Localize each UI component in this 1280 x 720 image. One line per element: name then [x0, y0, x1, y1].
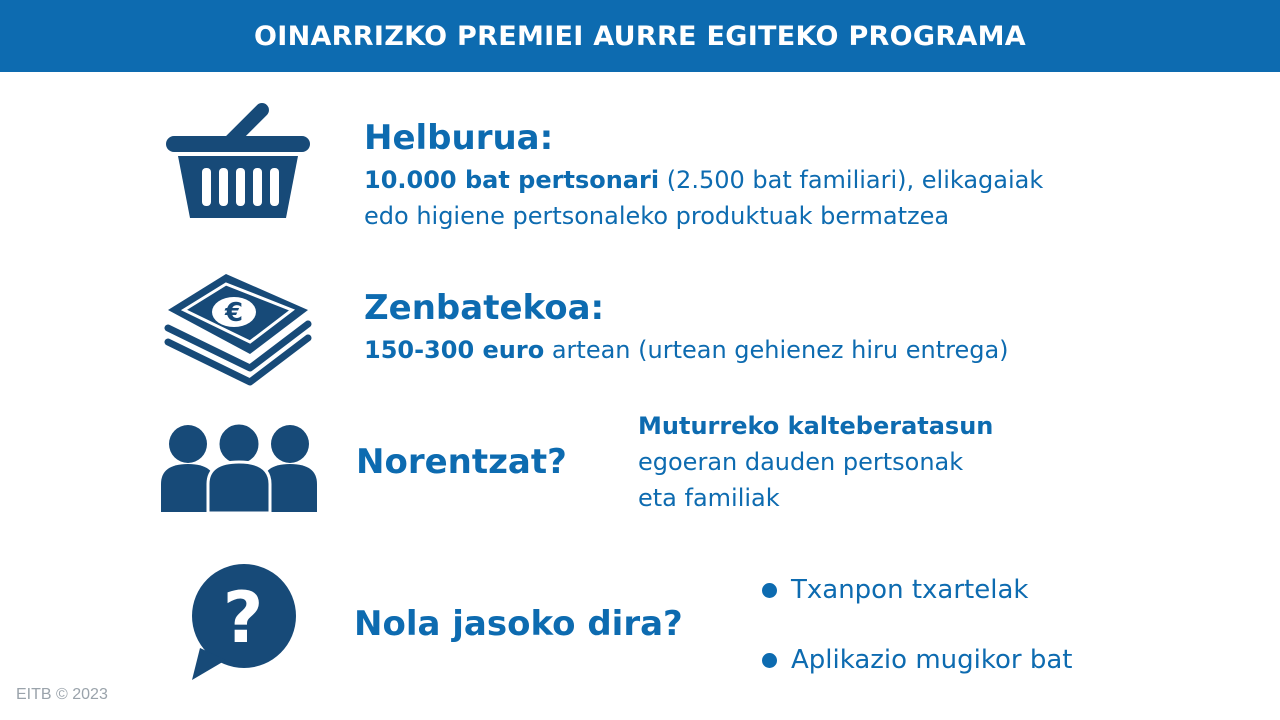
amount-text [364, 332, 1009, 368]
amount-text-rest: artean (urtean gehienez hiru entrega) [544, 336, 1009, 364]
bullet-dot [762, 583, 777, 598]
svg-text:€: € [224, 298, 244, 328]
for-whom-text-line3: eta familiak [638, 484, 780, 512]
for-whom-text-bold: Muturreko kalteberatasun [638, 412, 994, 440]
list-item-label: Aplikazio mugikor bat [791, 645, 1073, 675]
list-item-label: Txanpon txartelak [791, 575, 1029, 605]
how-heading: Nola jasoko dira? [354, 604, 683, 644]
question-bubble-icon [188, 564, 298, 682]
svg-text:?: ? [222, 577, 264, 659]
list-item [762, 572, 1072, 608]
copyright-footer: EITB © 2023 [16, 686, 108, 703]
title-banner [0, 0, 1280, 72]
for-whom-text [638, 408, 993, 516]
goal-text-bold: 10.000 bat pertsonari [364, 166, 660, 194]
goal-heading: Helburua: [364, 118, 554, 158]
amount-heading: Zenbatekoa: [364, 288, 605, 328]
delivery-methods-list [762, 572, 1072, 712]
shopping-basket-icon [166, 96, 310, 220]
bullet-dot [762, 653, 777, 668]
euro-banknotes-icon [164, 270, 312, 388]
page-title: OINARRIZKO PREMIEI AURRE EGITEKO PROGRAMA [253, 20, 1027, 52]
goal-text [364, 162, 1043, 234]
goal-text-rest: (2.500 bat familiari), elikagaiak [659, 166, 1044, 194]
for-whom-heading: Norentzat? [356, 442, 567, 482]
list-item [762, 642, 1072, 678]
people-group-icon [160, 424, 318, 514]
for-whom-text-line2: egoeran dauden pertsonak [638, 448, 964, 476]
amount-text-bold: 150-300 euro [364, 336, 545, 364]
goal-text-line2: edo higiene pertsonaleko produktuak bermatzea [364, 202, 950, 230]
